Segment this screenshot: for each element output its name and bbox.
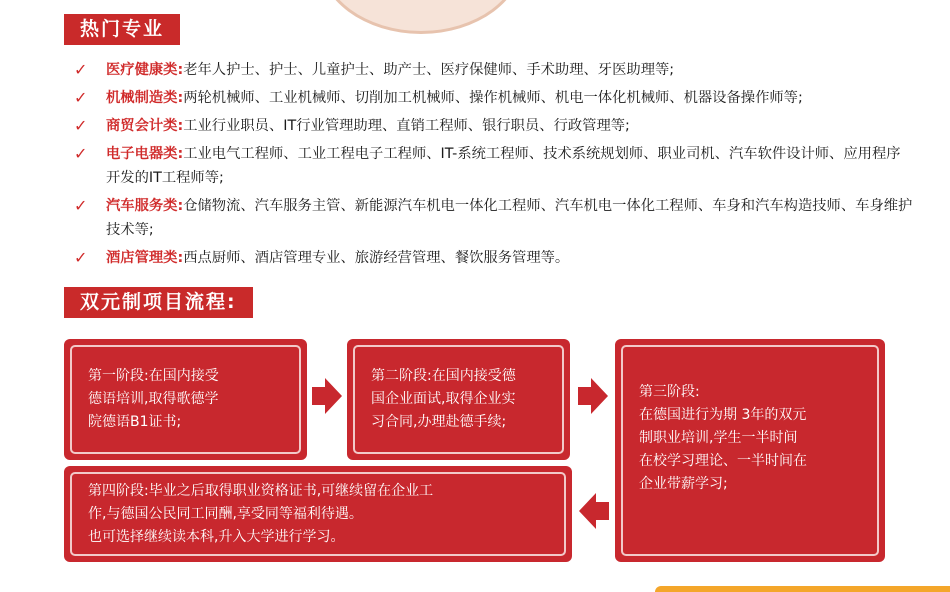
major-item-commerce [74,114,914,138]
major-category: 电子电器类: [106,146,184,162]
arrow-left-icon [579,493,609,529]
major-item-medical [74,58,914,82]
checkmark-icon: ✓ [74,88,88,107]
stage-1-text: 第一阶段:在国内接受 德语培训,取得歌德学 院德语B1证书; [88,368,219,430]
major-jobs: 老年人护士、护士、儿童护士、助产士、医疗保健师、手术助理、牙医助理等; [183,62,675,78]
major-jobs: 两轮机械师、工业机械师、切削加工机械师、操作机械师、机电一体化机械师、机器设备操作师等; [183,90,803,106]
checkmark-icon: ✓ [74,60,88,79]
major-category: 汽车服务类: [106,198,184,214]
major-jobs: 仓储物流、汽车服务主管、新能源汽车机电一体化工程师、汽车机电一体化工程师、车身和汽车构造技师、车身维护技术等; [106,198,913,238]
checkmark-icon: ✓ [74,144,88,163]
major-item-mechanical [74,86,914,110]
stage-2-text: 第二阶段:在国内接受德 国企业面试,取得企业实 习合同,办理赴德手续; [371,368,516,430]
major-item-hotel [74,246,914,270]
arrow-right-icon [578,378,608,414]
major-category: 酒店管理类: [106,250,184,266]
major-item-automotive [74,194,914,242]
major-jobs: 西点厨师、酒店管理专业、旅游经营管理、餐饮服务管理等。 [183,250,570,266]
majors-list [74,58,914,274]
major-category: 医疗健康类: [106,62,184,78]
major-jobs: 工业行业职员、IT行业管理助理、直销工程师、银行职员、行政管理等; [183,118,630,134]
checkmark-icon: ✓ [74,196,88,215]
stage-3-text: 第三阶段: 在德国进行为期 3年的双元 制职业培训,学生一半时间 在校学习理论、一半时间在 企业带薪学习; [639,384,807,492]
stage-1-box [64,339,307,460]
hot-majors-title: 热门专业 [64,14,180,45]
header-image-fragment [318,0,524,34]
major-category: 商贸会计类: [106,118,184,134]
dual-system-process-title: 双元制项目流程: [64,287,253,318]
checkmark-icon: ✓ [74,116,88,135]
stage-3-box [615,339,885,562]
arrow-right-icon [312,378,342,414]
major-item-electrical [74,142,914,190]
major-category: 机械制造类: [106,90,184,106]
stage-2-box [347,339,570,460]
stage-4-text: 第四阶段:毕业之后取得职业资格证书,可继续留在企业工 作,与德国公民同工同酬,享受同等福利待遇。 也可选择继续读本科,升入大学进行学习。 [88,482,434,545]
checkmark-icon: ✓ [74,248,88,267]
stage-4-box [64,466,572,562]
major-jobs: 工业电气工程师、工业工程电子工程师、IT-系统工程师、技术系统规划师、职业司机、汽车软件设计师、应用程序开发的IT工程师等; [106,146,901,186]
bottom-decoration [655,586,950,592]
